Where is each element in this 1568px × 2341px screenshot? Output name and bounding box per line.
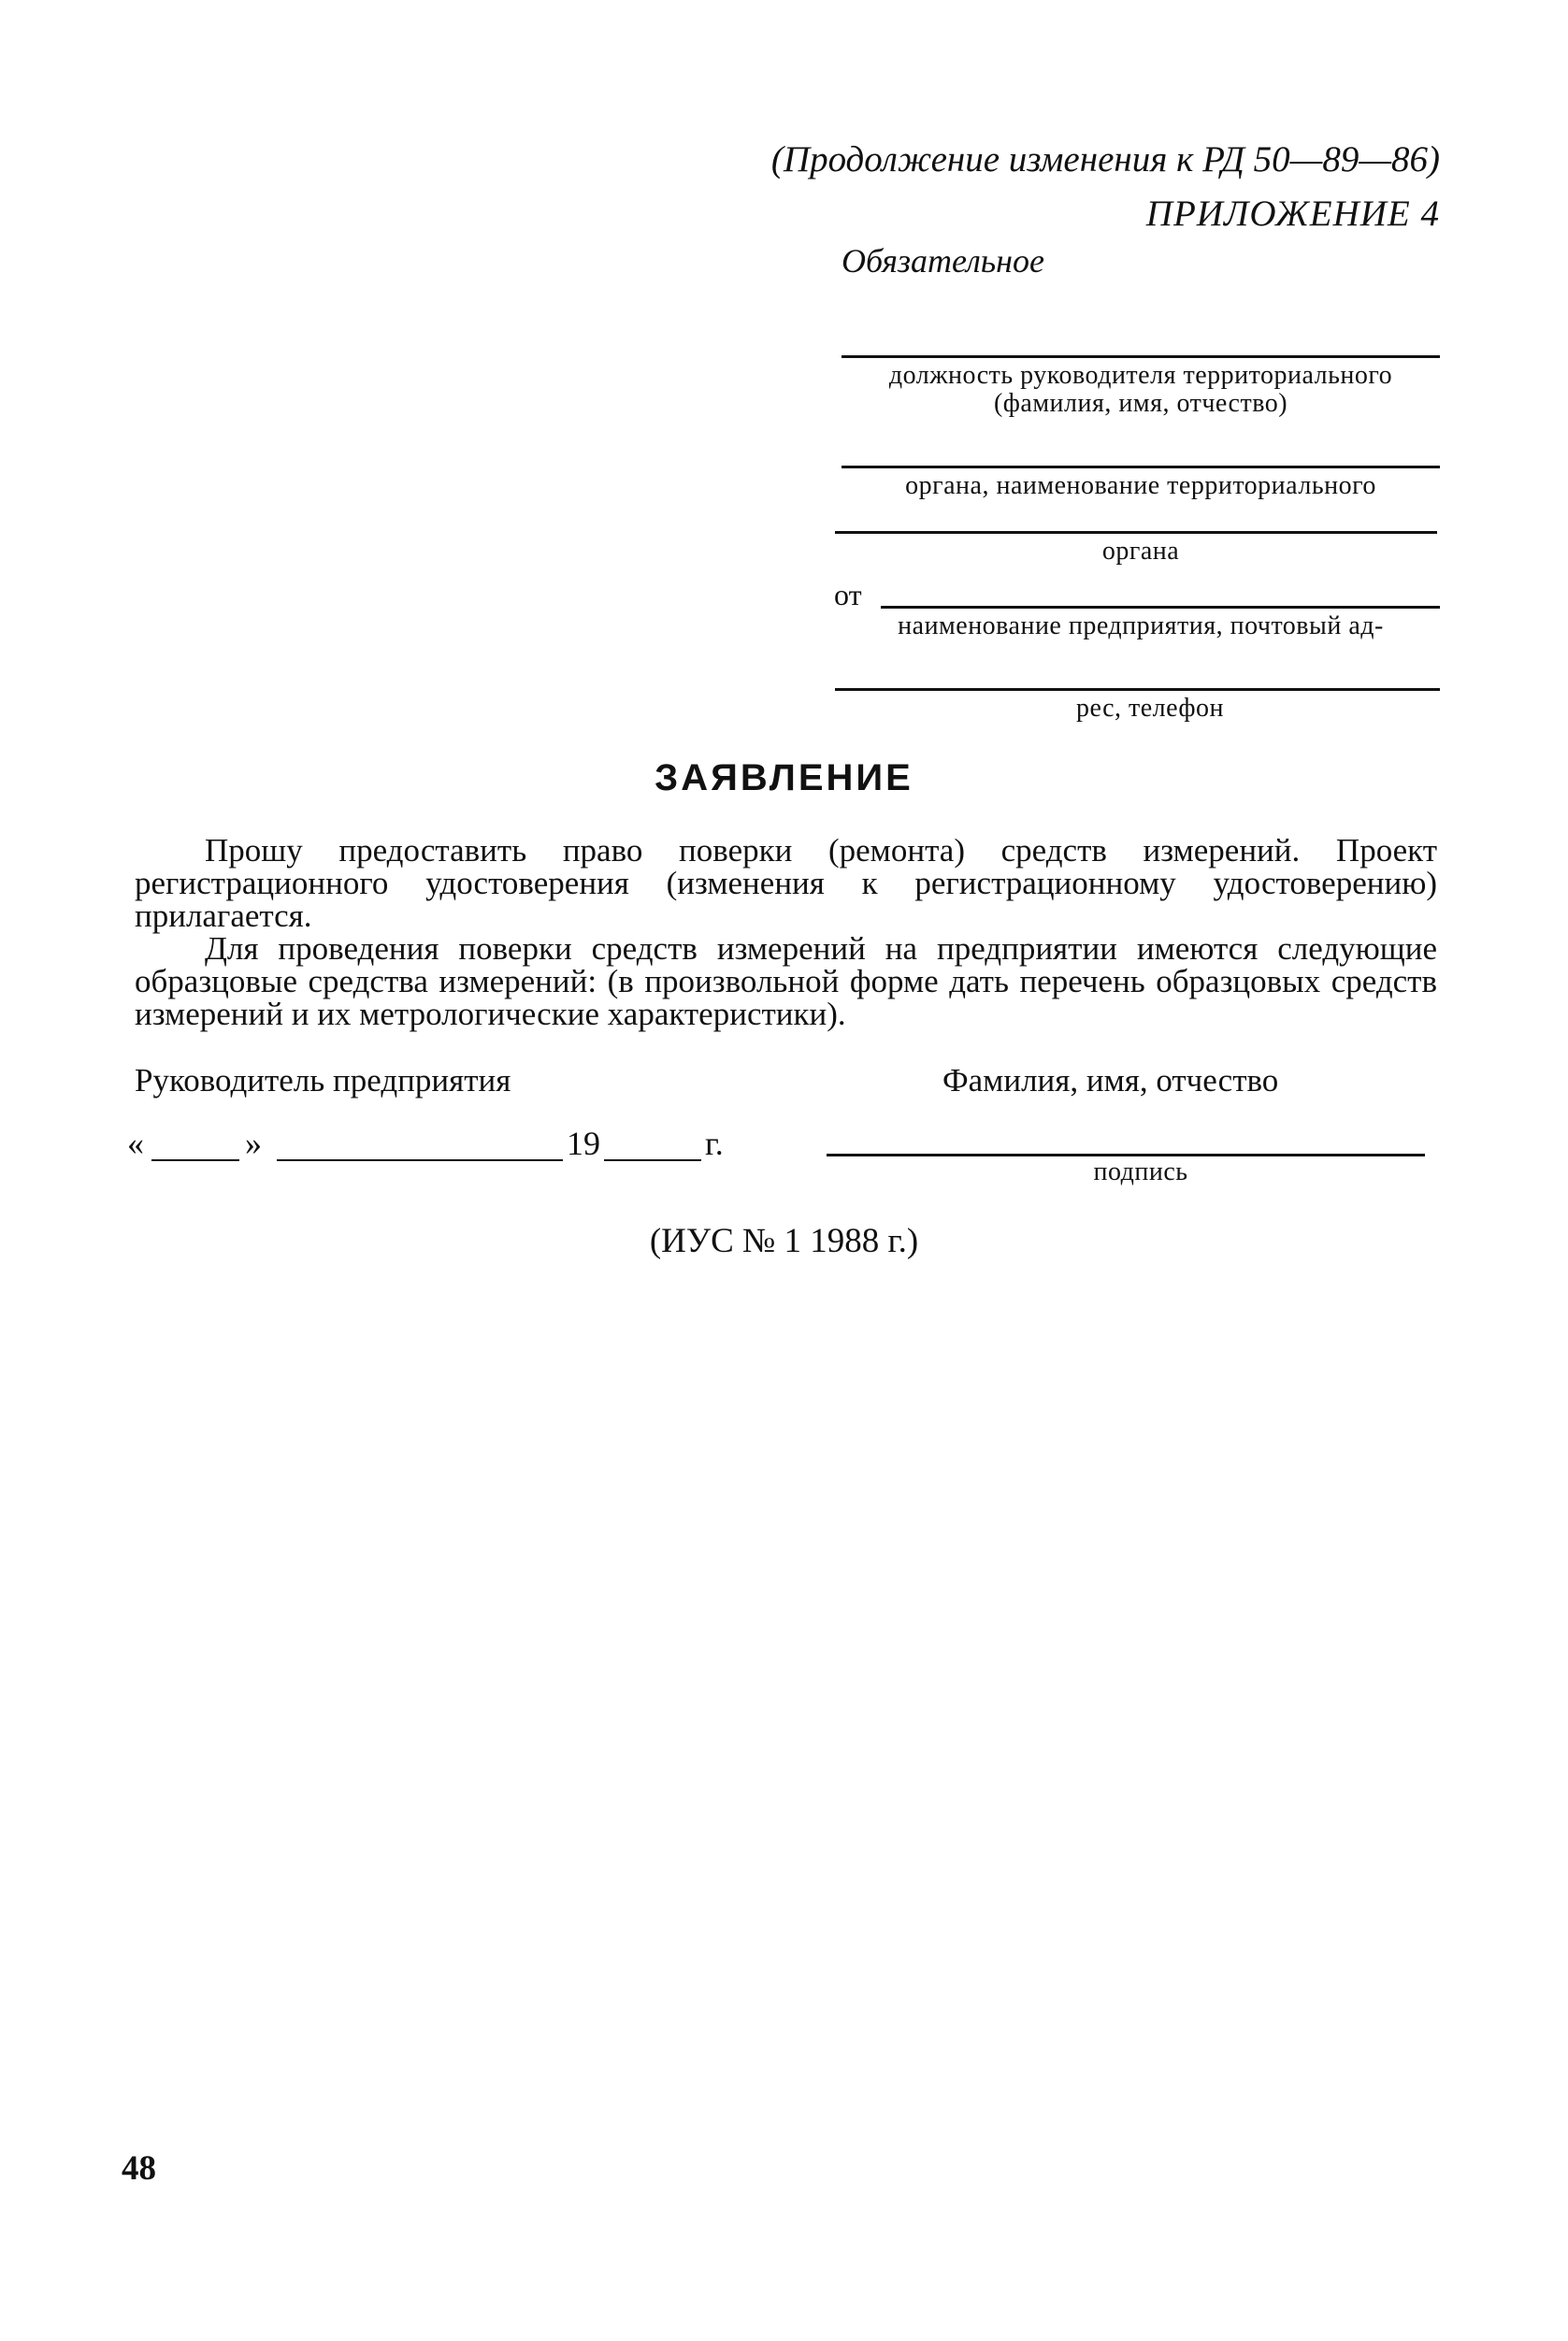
year-suffix: г.	[705, 1125, 724, 1162]
continuation-note: (Продолжение изменения к РД 50—89—86)	[770, 139, 1440, 180]
addressee-line-5[interactable]	[835, 688, 1440, 691]
signature-line[interactable]	[827, 1154, 1425, 1156]
document-title: ЗАЯВЛЕНИЕ	[655, 757, 913, 798]
addressee-caption-1a: должность руководителя территориального	[888, 361, 1393, 390]
appendix-status: Обязательное	[842, 242, 1044, 280]
addressee-line-1[interactable]	[842, 355, 1440, 358]
addressee-caption-3: органа	[1101, 537, 1180, 566]
appendix-title: ПРИЛОЖЕНИЕ 4	[1145, 194, 1440, 234]
signature-caption: подпись	[1093, 1157, 1188, 1186]
addressee-caption-5: рес, телефон	[1075, 694, 1225, 723]
day-blank[interactable]	[151, 1159, 239, 1161]
month-blank[interactable]	[277, 1159, 563, 1161]
addressee-caption-1b: (фамилия, имя, отчество)	[993, 389, 1288, 418]
ius-reference: (ИУС № 1 1988 г.)	[649, 1222, 919, 1260]
statement-paragraph-1: Прошу предоставить право поверки (ремонта) средств измерений. Проект регистрационного удостоверения (изменения к регистрационному удостоверению) прилагается.	[135, 832, 1437, 934]
from-label: от	[834, 578, 862, 611]
year-blank[interactable]	[604, 1159, 701, 1161]
head-label: Руководитель предприятия	[135, 1062, 511, 1099]
quote-close: »	[245, 1125, 262, 1162]
addressee-line-2[interactable]	[842, 466, 1440, 468]
addressee-caption-2: органа, наименование территориального	[905, 471, 1376, 500]
addressee-line-4[interactable]	[881, 606, 1440, 609]
name-label: Фамилия, имя, отчество	[942, 1062, 1279, 1099]
page-number: 48	[122, 2149, 156, 2188]
addressee-line-3[interactable]	[835, 531, 1437, 534]
quote-open: «	[127, 1125, 144, 1162]
addressee-caption-4: наименование предприятия, почтовый ад-	[898, 611, 1384, 640]
year-prefix: 19	[567, 1125, 600, 1162]
date-field	[127, 1124, 744, 1170]
statement-body	[135, 834, 1437, 1030]
statement-paragraph-2: Для проведения поверки средств измерений на предприятии имеются следующие образцовые средства измерений: (в произвольной форме дать перечень образцовых средств измерений и их метрологические характеристики).	[135, 930, 1437, 1032]
